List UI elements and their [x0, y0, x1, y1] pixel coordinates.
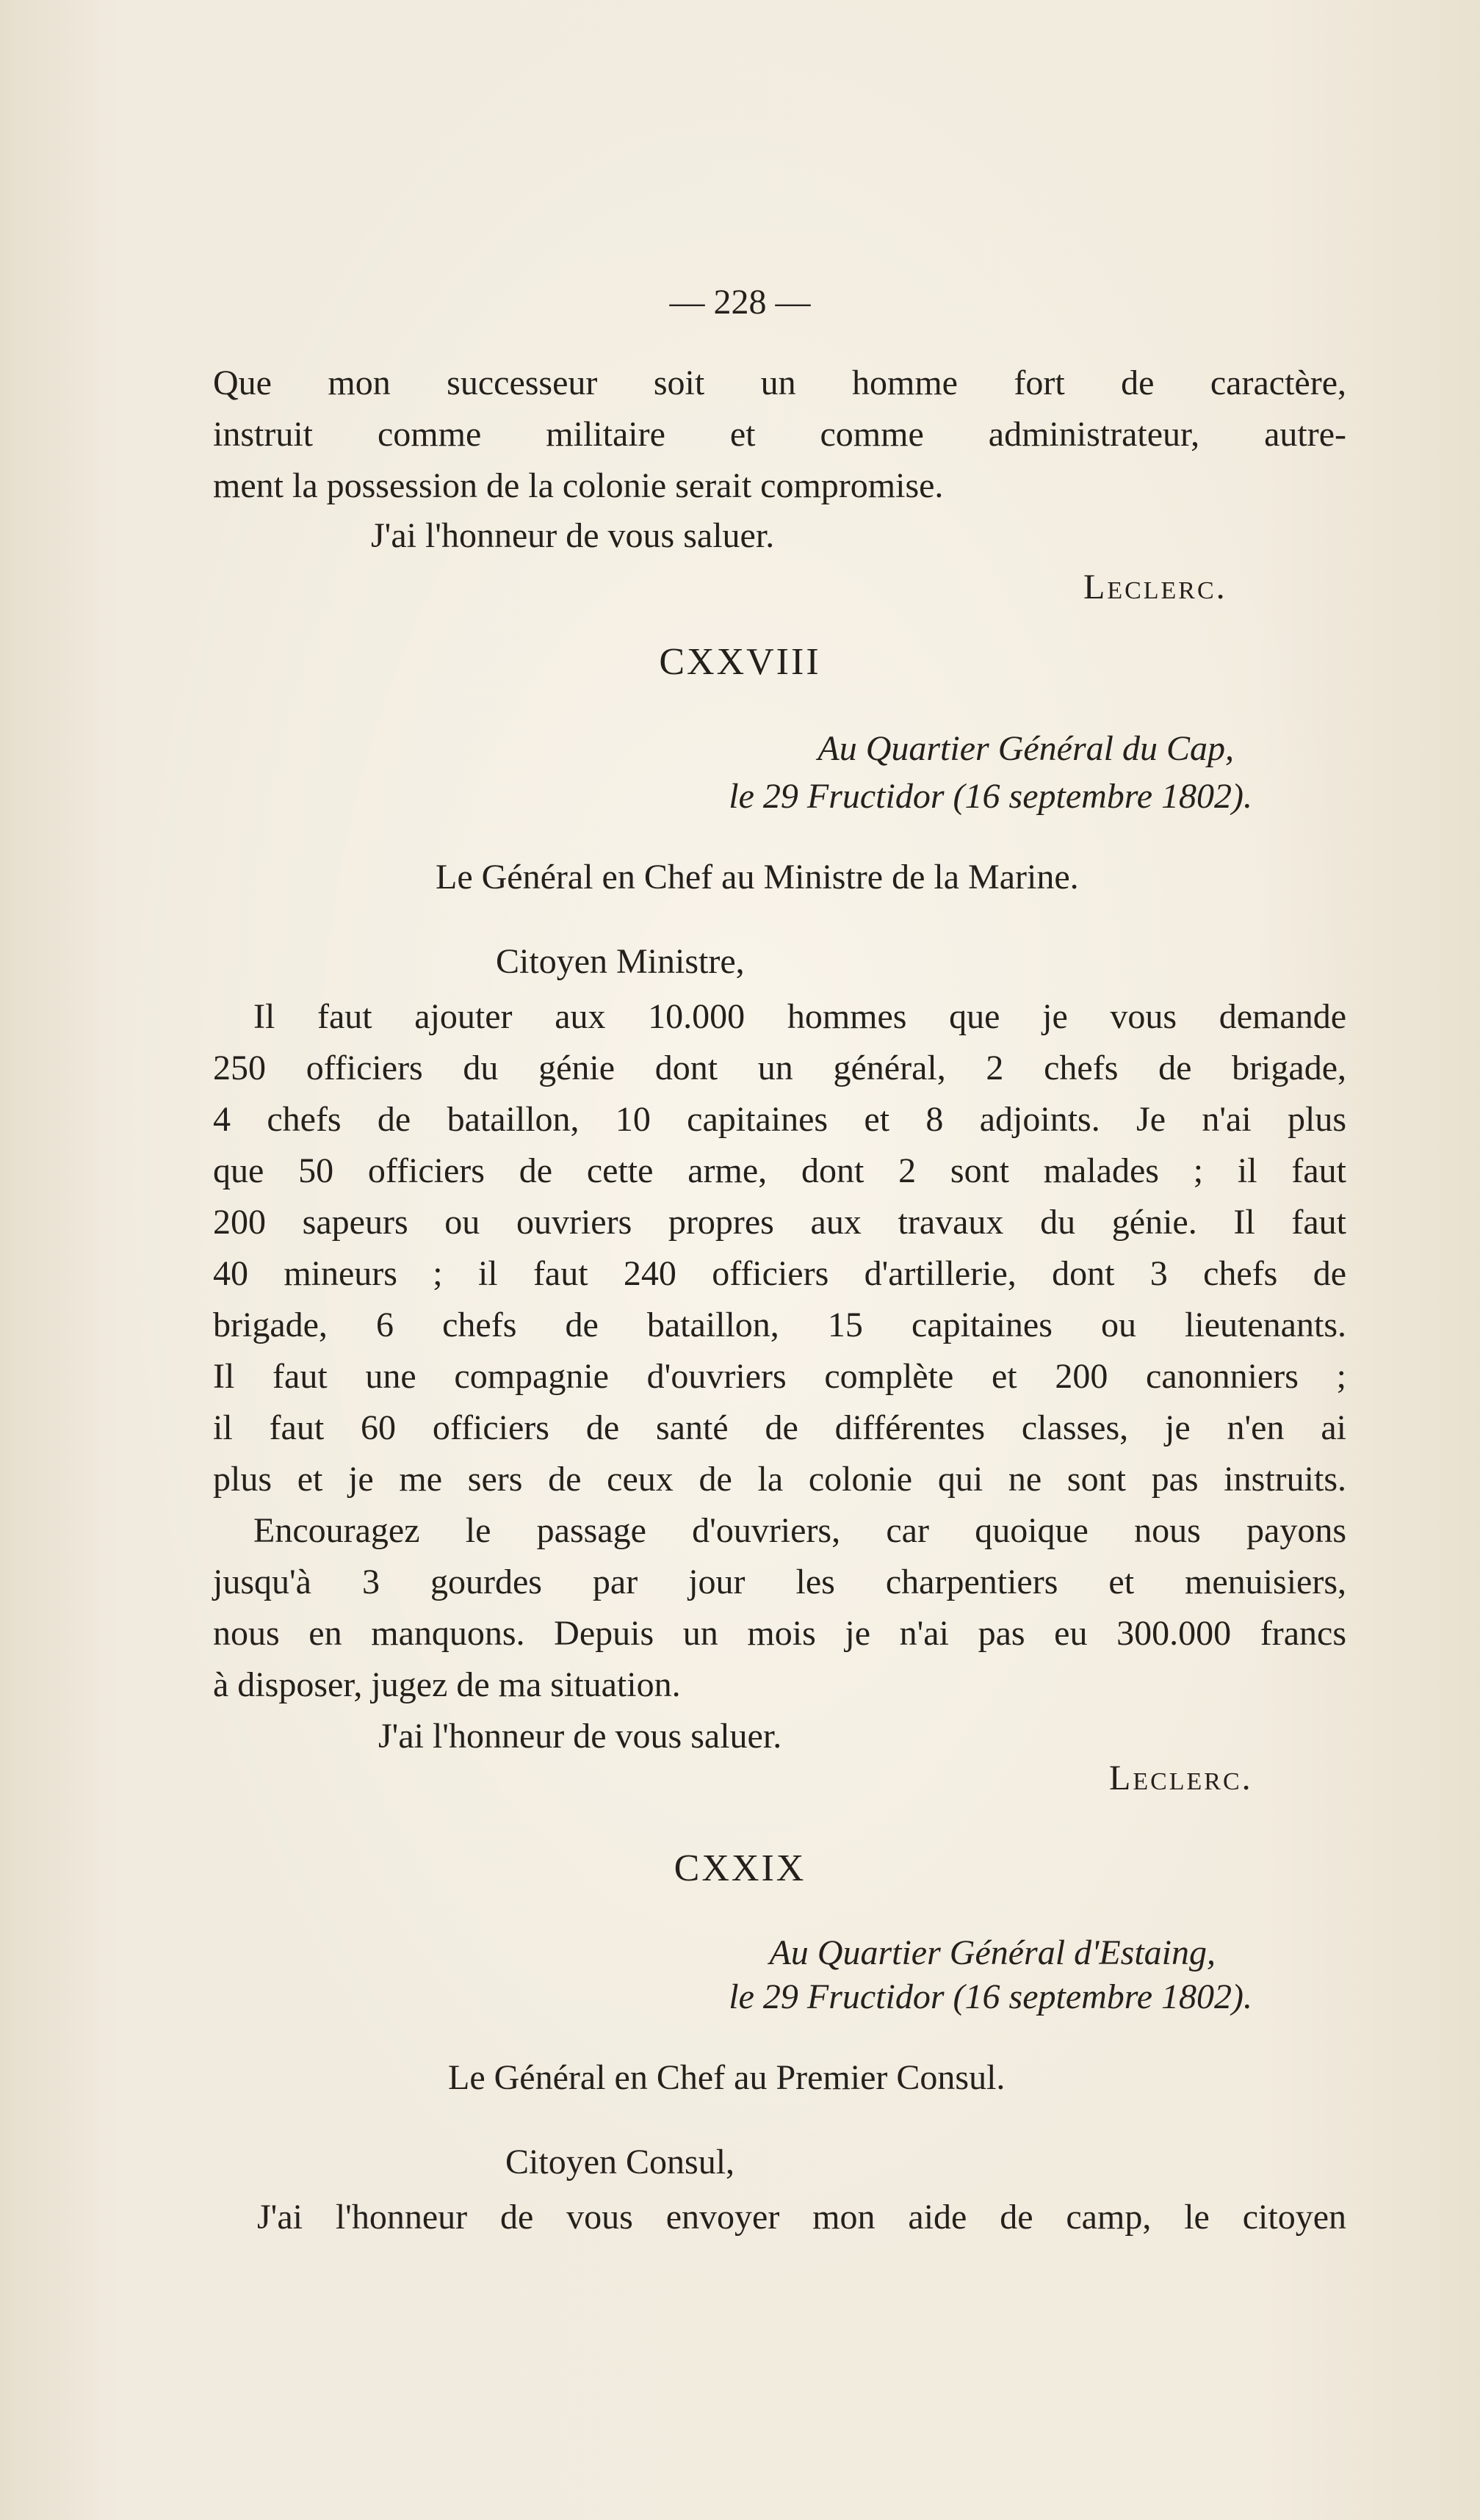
body-line: instruit comme militaire et comme administrateur, autre-	[213, 415, 1346, 454]
body-line: 200 sapeurs ou ouvriers propres aux travaux du génie. Il faut	[213, 1203, 1346, 1242]
body-line: il faut 60 officiers de santé de différentes classes, je n'en ai	[213, 1408, 1346, 1447]
closing-formula: J'ai l'honneur de vous saluer.	[371, 516, 775, 555]
letter-address: Le Général en Chef au Premier Consul.	[448, 2058, 1006, 2097]
signature: Leclerc.	[1109, 1759, 1253, 1797]
salutation: Citoyen Consul,	[505, 2143, 735, 2182]
body-line: jusqu'à 3 gourdes par jour les charpentiers et menuisiers,	[213, 1563, 1346, 1601]
dateline-date: le 29 Fructidor (16 septembre 1802).	[729, 777, 1252, 816]
body-line: Encouragez le passage d'ouvriers, car quoique nous payons	[253, 1511, 1346, 1550]
body-line: Que mon successeur soit un homme fort de caractère,	[213, 363, 1346, 402]
body-line: 4 chefs de bataillon, 10 capitaines et 8 adjoints. Je n'ai plus	[213, 1100, 1346, 1139]
body-line: plus et je me sers de ceux de la colonie qui ne sont pas instruits.	[213, 1460, 1346, 1499]
body-line: brigade, 6 chefs de bataillon, 15 capitaines ou lieutenants.	[213, 1306, 1346, 1344]
dateline-place: Au Quartier Général du Cap,	[817, 729, 1234, 768]
body-line: nous en manquons. Depuis un mois je n'ai pas eu 300.000 francs	[213, 1614, 1346, 1653]
letter-number-heading: CXXVIII	[659, 641, 821, 683]
body-line: J'ai l'honneur de vous envoyer mon aide de camp, le citoyen	[257, 2198, 1346, 2237]
body-line: 40 mineurs ; il faut 240 officiers d'artillerie, dont 3 chefs de	[213, 1254, 1346, 1293]
dateline-date: le 29 Fructidor (16 septembre 1802).	[729, 1977, 1252, 2016]
closing-formula: J'ai l'honneur de vous saluer.	[378, 1717, 782, 1756]
dateline-place: Au Quartier Général d'Estaing,	[769, 1933, 1216, 1972]
letter-number-heading: CXXIX	[674, 1847, 806, 1889]
salutation: Citoyen Ministre,	[496, 942, 745, 981]
signature: Leclerc.	[1083, 568, 1227, 607]
body-line: à disposer, jugez de ma situation.	[213, 1665, 681, 1704]
body-line: ment la possession de la colonie serait compromise.	[213, 466, 944, 505]
body-line: Il faut une compagnie d'ouvriers complète et 200 canonniers ;	[213, 1357, 1346, 1396]
body-line: Il faut ajouter aux 10.000 hommes que je vous demande	[253, 997, 1346, 1036]
body-line: que 50 officiers de cette arme, dont 2 sont malades ; il faut	[213, 1151, 1346, 1190]
page-number: — 228 —	[669, 283, 811, 322]
letter-address: Le Général en Chef au Ministre de la Marine.	[436, 858, 1079, 897]
body-line: 250 officiers du génie dont un général, 2 chefs de brigade,	[213, 1049, 1346, 1087]
